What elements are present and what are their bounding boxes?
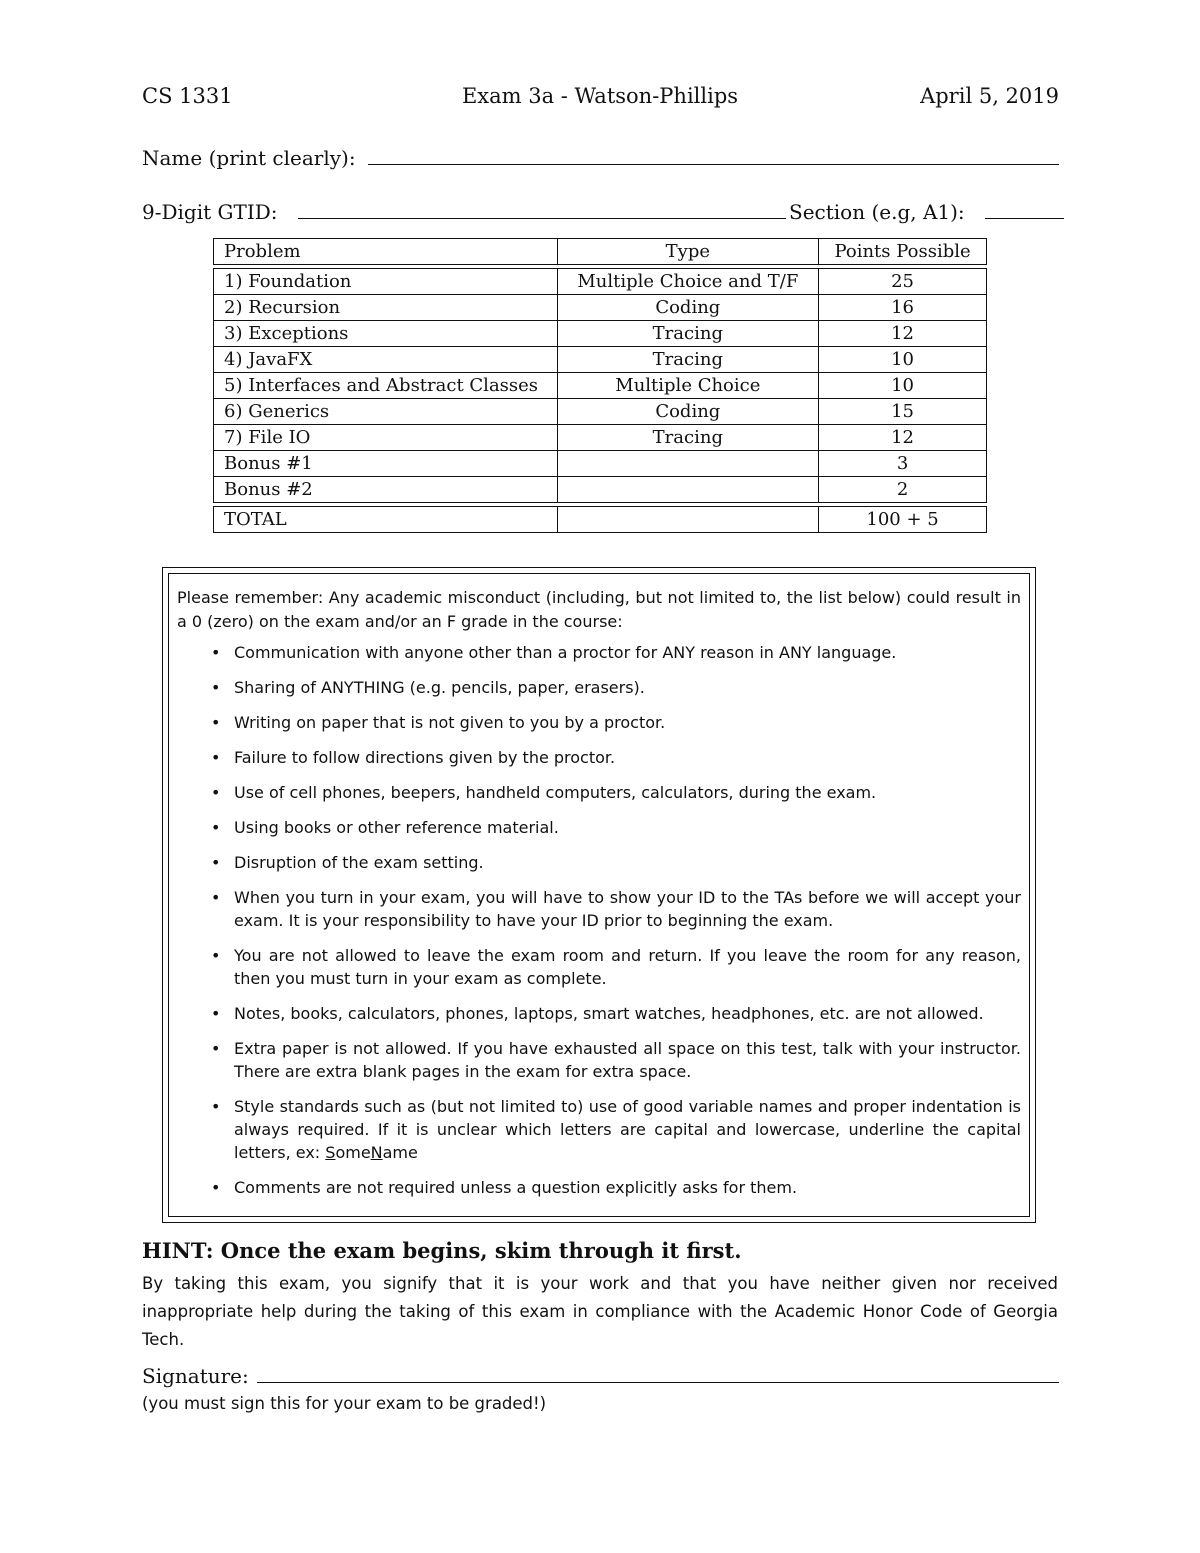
points-cell: 12	[819, 425, 987, 451]
table-row	[214, 399, 987, 425]
table-total-row	[214, 507, 987, 533]
points-cell: 10	[819, 347, 987, 373]
rules-box-inner	[168, 573, 1030, 1217]
rule-item: • Comments are not required unless a question explicitly asks for them.	[211, 1178, 798, 1197]
rule-item: • Extra paper is not allowed. If you have exhausted all space on this test, talk with your instructor. There are extra blank pages in the exam for extra space.	[211, 1039, 1021, 1081]
bullet-icon: •	[211, 643, 221, 662]
signature-label: Signature:	[142, 1364, 249, 1388]
header-points: Points Possible	[819, 239, 987, 265]
points-cell: 2	[819, 477, 987, 503]
points-cell: 10	[819, 373, 987, 399]
table-header-row	[214, 239, 987, 265]
points-cell: 16	[819, 295, 987, 321]
type-cell	[557, 477, 819, 503]
rule-item: • Disruption of the exam setting.	[211, 853, 484, 872]
problem-cell: 2) Recursion	[214, 295, 558, 321]
rule-item: • Writing on paper that is not given to you by a proctor.	[211, 713, 666, 732]
rule-item: • Style standards such as (but not limited to) use of good variable names and proper indentation is always required. If it is unclear which letters are capital and lowercase, underline the capital letters, ex: SomeName	[211, 1097, 1021, 1162]
bullet-icon: •	[211, 888, 221, 907]
section-label: Section (e.g, A1):	[789, 200, 965, 224]
bullet-icon: •	[211, 853, 221, 872]
type-cell	[557, 451, 819, 477]
rule-item: • Sharing of ANYTHING (e.g. pencils, paper, erasers).	[211, 678, 645, 697]
problem-cell: Bonus #2	[214, 477, 558, 503]
table-row	[214, 269, 987, 295]
points-cell: 15	[819, 399, 987, 425]
exam-date: April 5, 2019	[920, 84, 1059, 108]
header-problem: Problem	[214, 239, 558, 265]
points-cell: 3	[819, 451, 987, 477]
bullet-icon: •	[211, 1097, 221, 1116]
points-cell: 12	[819, 321, 987, 347]
header-type: Type	[557, 239, 819, 265]
problem-cell: 1) Foundation	[214, 269, 558, 295]
problem-cell: 7) File IO	[214, 425, 558, 451]
name-field[interactable]	[368, 164, 1059, 165]
bullet-icon: •	[211, 818, 221, 837]
rules-intro: Please remember: Any academic misconduct (including, but not limited to, the list below) could result in a 0 (zero) on the exam and/or an F grade in the course:	[177, 588, 1021, 631]
bullet-icon: •	[211, 713, 221, 732]
problem-cell: 4) JavaFX	[214, 347, 558, 373]
hint-heading: HINT: Once the exam begins, skim through it first.	[142, 1238, 742, 1263]
signature-note: (you must sign this for your exam to be graded!)	[142, 1394, 547, 1413]
rules-list	[177, 641, 1021, 1199]
underline-example: SomeName	[325, 1143, 418, 1162]
gtid-field[interactable]	[298, 218, 786, 219]
type-cell: Tracing	[557, 425, 819, 451]
rule-item: • Notes, books, calculators, phones, laptops, smart watches, headphones, etc. are not allowed.	[211, 1004, 984, 1023]
points-cell: 25	[819, 269, 987, 295]
table-row	[214, 451, 987, 477]
exam-title: Exam 3a - Watson-Phillips	[461, 84, 739, 108]
score-table	[213, 238, 987, 533]
rule-item: • Use of cell phones, beepers, handheld computers, calculators, during the exam.	[211, 783, 877, 802]
bullet-icon: •	[211, 678, 221, 697]
bullet-icon: •	[211, 1004, 221, 1023]
signature-field[interactable]	[257, 1382, 1059, 1383]
type-cell: Coding	[557, 295, 819, 321]
type-cell: Tracing	[557, 321, 819, 347]
rule-item: • Failure to follow directions given by the proctor.	[211, 748, 616, 767]
total-points: 100 + 5	[819, 507, 987, 533]
bullet-icon: •	[211, 748, 221, 767]
rule-item: • Communication with anyone other than a proctor for ANY reason in ANY language.	[211, 643, 897, 662]
honor-statement: By taking this exam, you signify that it is your work and that you have neither given nor received inappropriate help during the taking of this exam in compliance with the Academic Honor Code of Georgia Tech.	[142, 1274, 1058, 1349]
problem-cell: 5) Interfaces and Abstract Classes	[214, 373, 558, 399]
problem-cell: 6) Generics	[214, 399, 558, 425]
type-cell: Multiple Choice and T/F	[557, 269, 819, 295]
rule-item: • Using books or other reference material.	[211, 818, 559, 837]
table-row	[214, 477, 987, 503]
total-type-cell	[557, 507, 819, 533]
rules-box	[162, 567, 1036, 1223]
problem-cell: Bonus #1	[214, 451, 558, 477]
table-row	[214, 295, 987, 321]
table-row	[214, 321, 987, 347]
table-row	[214, 373, 987, 399]
type-cell: Coding	[557, 399, 819, 425]
bullet-icon: •	[211, 1039, 221, 1058]
type-cell: Multiple Choice	[557, 373, 819, 399]
bullet-icon: •	[211, 1178, 221, 1197]
rule-item: • When you turn in your exam, you will have to show your ID to the TAs before we will accept your exam. It is your responsibility to have your ID prior to beginning the exam.	[211, 888, 1021, 930]
bullet-icon: •	[211, 946, 221, 965]
section-field[interactable]	[985, 218, 1064, 219]
table-row	[214, 425, 987, 451]
course-code: CS 1331	[142, 84, 233, 108]
bullet-icon: •	[211, 783, 221, 802]
total-label: TOTAL	[214, 507, 558, 533]
rule-item: • You are not allowed to leave the exam room and return. If you leave the room for any reason, then you must turn in your exam as complete.	[211, 946, 1021, 988]
name-label: Name (print clearly):	[142, 146, 356, 170]
gtid-label: 9-Digit GTID:	[142, 200, 278, 224]
type-cell: Tracing	[557, 347, 819, 373]
table-row	[214, 347, 987, 373]
problem-cell: 3) Exceptions	[214, 321, 558, 347]
